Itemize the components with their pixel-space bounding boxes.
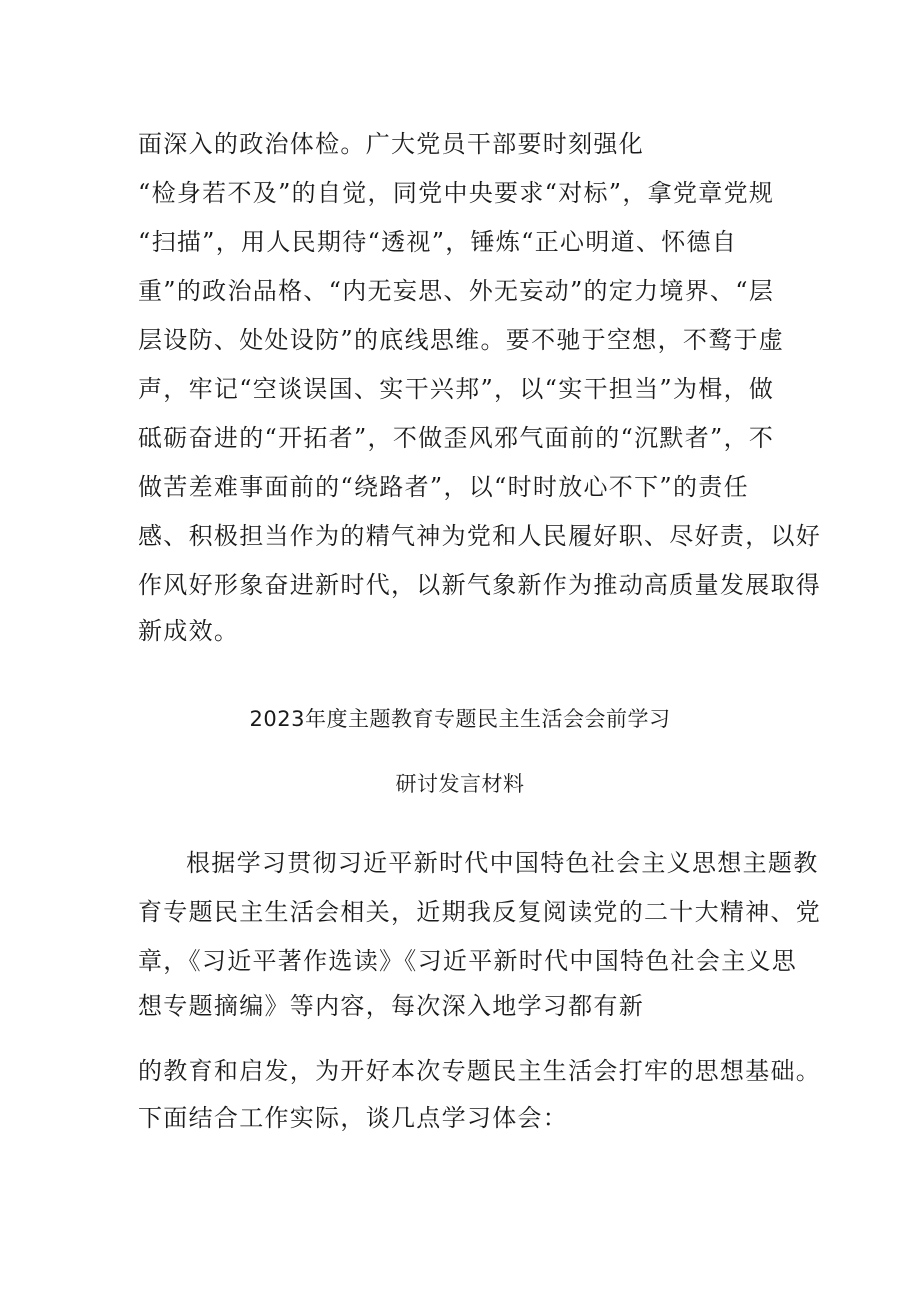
body-text-line: 下面结合工作实际，谈几点学习体会： [138,1104,569,1132]
body-text-line: “扫描”，用人民期待“透视”，锤炼“正心明道、怀德自 [138,228,738,256]
document-title: 2023年度主题教育专题民主生活会会前学习 [249,707,671,731]
body-text-line: 根据学习贯彻习近平新时代中国特色社会主义思想主题教 [186,849,819,877]
body-text-line: 重”的政治品格、“内无妄思、外无妄动”的定力境界、“层 [138,277,775,305]
body-text-line: “检身若不及”的自觉，同党中央要求“对标”，拿党章党规 [138,179,775,207]
body-text-line: 声，牢记“空谈误国、实干兴邦”，以“实干担当”为楫，做 [138,375,775,403]
body-text-line: 面深入的政治体检。广大党员干部要时刻强化 [138,130,644,158]
body-text-line: 层设防、处处设防”的底线思维。要不驰于空想，不鹜于虚 [138,326,785,354]
document-subtitle: 研讨发言材料 [395,772,525,796]
body-text-line: 想专题摘编》等内容，每次深入地学习都有新 [138,992,644,1020]
body-text-line: 的教育和启发，为开好本次专题民主生活会打牢的思想基础。 [138,1057,822,1085]
body-text-line: 育专题民主生活会相关，近期我反复阅读党的二十大精神、党 [138,898,822,926]
body-text-line: 章，《习近平著作选读》《习近平新时代中国特色社会主义思 [138,947,798,975]
body-text-line: 做苦差难事面前的“绕路者”，以“时时放心不下”的责任 [138,473,749,501]
body-text-line: 作风好形象奋进新时代，以新气象新作为推动高质量发展取得 [138,571,822,599]
body-text-line: 新成效。 [138,617,240,645]
body-text-line: 感、积极担当作为的精气神为党和人民履好职、尽好责，以好 [138,522,822,550]
body-text-line: 砥砺奋进的“开拓者”，不做歪风邪气面前的“沉默者”，不 [138,424,775,452]
